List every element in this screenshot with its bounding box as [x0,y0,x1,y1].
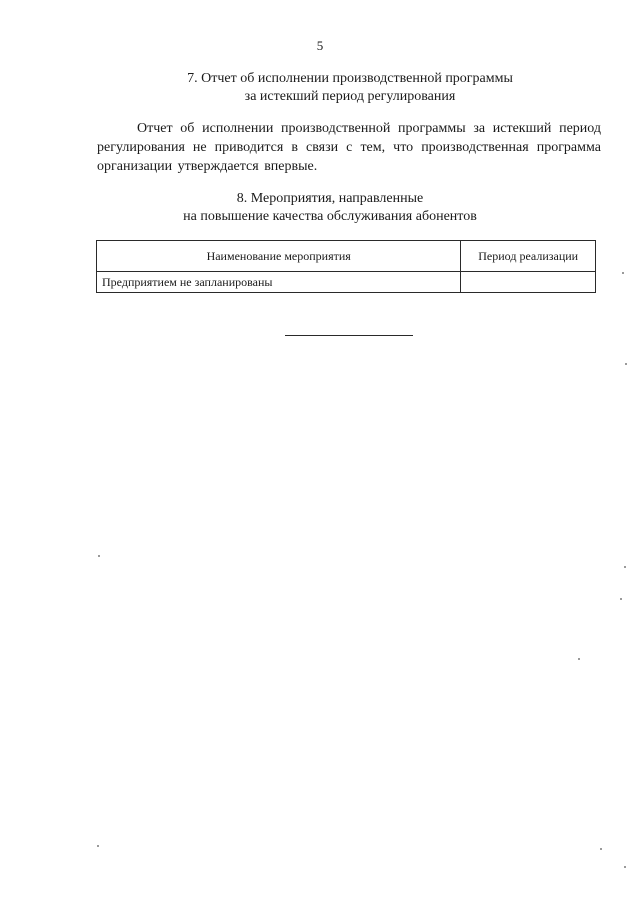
end-of-document-line [285,335,413,336]
section-8-title-line-1: 8. Мероприятия, направленные [236,191,424,206]
section-8-title-line-2: на повышение качества обслуживания абонентов [183,209,477,224]
scan-speck [578,658,580,660]
events-table [96,240,596,293]
table-header-row [97,241,596,272]
table-row [97,272,596,293]
scan-speck [625,363,627,365]
scan-speck [98,555,100,557]
scan-speck [624,566,626,568]
scan-speck [600,848,602,850]
header-event-name: Наименование мероприятия [97,241,461,272]
section-8-title [40,190,620,226]
scan-speck [97,845,99,847]
section-7-title [60,70,640,106]
section-7-title-line-2: за истекший период регулирования [244,89,456,104]
page-number: 5 [316,38,324,53]
section-7-title-line-1: 7. Отчет об исполнении производственной программы [187,71,513,86]
header-implementation-period: Период реализации [461,241,596,272]
cell-implementation-period [461,272,596,293]
cell-event-name: Предприятием не запланированы [97,272,461,293]
section-7-paragraph: Отчет об исполнении производственной программы за истекший период регулирования не приводится в связи с тем, что производственная программа организации утверждается впервые. [97,121,601,174]
scan-speck [622,272,624,274]
scan-speck [620,598,622,600]
scan-speck [624,866,626,868]
